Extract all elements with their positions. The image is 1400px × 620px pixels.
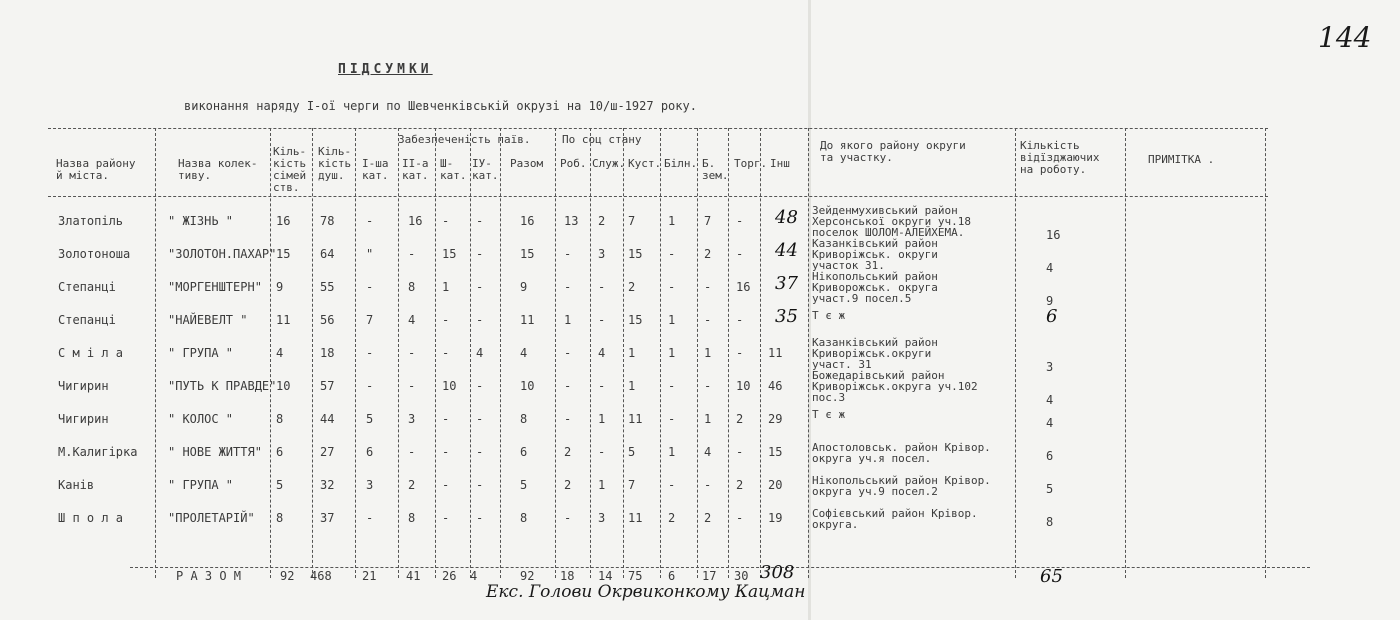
- cell-collective: " ГРУПА ": [168, 346, 234, 360]
- table-column-rule-6: [470, 128, 471, 578]
- cell-c1: -: [366, 280, 374, 294]
- header-people: Інш: [770, 157, 790, 170]
- cell-district: М.Калигірка: [58, 445, 138, 459]
- header-workers: Кількість відїзджаючих на роботу.: [1020, 139, 1100, 176]
- header-souls: Кіль- кість душ.: [318, 145, 352, 182]
- cell-c1: -: [366, 214, 374, 228]
- cell-c1: ": [366, 247, 374, 261]
- total-label: Р А З О М: [176, 569, 242, 583]
- total-sl: 14: [598, 569, 613, 583]
- cell-c2: -: [408, 379, 416, 393]
- cell-families: 4: [276, 346, 284, 360]
- cell-bz: 4: [704, 445, 712, 459]
- header-note: ПРИМІТКА .: [1148, 153, 1215, 166]
- table-rule-2: [130, 567, 1310, 568]
- cell-bi: -: [668, 412, 676, 426]
- cell-c3: -: [442, 346, 450, 360]
- cell-ku: 1: [628, 379, 636, 393]
- cell-souls: 27: [320, 445, 335, 459]
- cell-ku: 5: [628, 445, 636, 459]
- cell-c1: 7: [366, 313, 374, 327]
- cell-people: 44: [775, 240, 798, 261]
- cell-total: 10: [520, 379, 535, 393]
- cell-collective: "ПРОЛЕТАРІЙ": [168, 511, 255, 525]
- cell-ku: 11: [628, 511, 643, 525]
- cell-ku: 11: [628, 412, 643, 426]
- cell-rob: -: [564, 511, 572, 525]
- cell-sl: 4: [598, 346, 606, 360]
- cell-people: 19: [768, 511, 783, 525]
- table-column-rule-8: [555, 128, 556, 578]
- cell-workers: 8: [1046, 515, 1054, 529]
- table-column-rule-2: [312, 128, 313, 578]
- cell-c2: 8: [408, 280, 416, 294]
- header-total: Разом: [510, 157, 544, 170]
- table-column-rule-13: [728, 128, 729, 578]
- cell-to: 2: [736, 412, 744, 426]
- cell-collective: "НАЙЕВЕЛТ ": [168, 313, 248, 327]
- header-status-5: Торг.: [734, 157, 768, 170]
- cell-destination: Божедарівський район Криворіжськ.округа уч.102 пос.3: [812, 369, 978, 404]
- cell-c1: 5: [366, 412, 374, 426]
- cell-to: 16: [736, 280, 751, 294]
- cell-souls: 78: [320, 214, 335, 228]
- cell-bz: 1: [704, 346, 712, 360]
- table-column-rule-0: [155, 128, 156, 578]
- cell-rob: 13: [564, 214, 579, 228]
- cell-families: 8: [276, 412, 284, 426]
- cell-people: 37: [775, 273, 798, 294]
- cell-families: 15: [276, 247, 291, 261]
- cell-destination: Т є ж: [812, 309, 846, 322]
- cell-rob: -: [564, 379, 572, 393]
- cell-district: С м і л а: [58, 346, 124, 360]
- signature: Екс. Голови Окрвиконкому Кацман: [486, 582, 806, 602]
- total-ku: 75: [628, 569, 643, 583]
- cell-c3: 1: [442, 280, 450, 294]
- cell-ku: 7: [628, 214, 636, 228]
- cell-workers: 4: [1046, 416, 1054, 430]
- cell-bi: 2: [668, 511, 676, 525]
- total-total: 92: [520, 569, 535, 583]
- table-column-rule-10: [623, 128, 624, 578]
- cell-c3: -: [442, 313, 450, 327]
- cell-bz: 2: [704, 511, 712, 525]
- cell-district: Ш п о л а: [58, 511, 124, 525]
- document-subtitle: виконання наряду І-ої черги по Шевченківській окрузі на 10/ш-1927 року.: [184, 99, 697, 113]
- cell-sl: -: [598, 445, 606, 459]
- cell-c4: -: [476, 412, 484, 426]
- cell-sl: -: [598, 313, 606, 327]
- cell-c1: -: [366, 511, 374, 525]
- cell-sl: 3: [598, 511, 606, 525]
- table-column-rule-15: [808, 128, 809, 578]
- cell-c1: -: [366, 379, 374, 393]
- table-rule-0: [48, 128, 1268, 129]
- cell-destination: Нікопольський район Криворожськ. округа участ.9 посел.5: [812, 270, 938, 305]
- total-c2: 41: [406, 569, 421, 583]
- cell-people: 35: [775, 306, 798, 327]
- cell-people: 48: [775, 207, 798, 228]
- cell-people: 20: [768, 478, 783, 492]
- cell-bi: -: [668, 247, 676, 261]
- table-column-rule-4: [398, 128, 399, 578]
- cell-c2: 3: [408, 412, 416, 426]
- cell-ku: 15: [628, 247, 643, 261]
- cell-sl: 1: [598, 478, 606, 492]
- cell-families: 16: [276, 214, 291, 228]
- cell-district: Канів: [58, 478, 95, 492]
- header-status-group: По соц стану: [562, 133, 642, 146]
- cell-total: 16: [520, 214, 535, 228]
- cell-total: 6: [520, 445, 528, 459]
- cell-total: 4: [520, 346, 528, 360]
- cell-sl: -: [598, 379, 606, 393]
- cell-c4: -: [476, 379, 484, 393]
- cell-ku: 2: [628, 280, 636, 294]
- cell-c4: -: [476, 445, 484, 459]
- cell-to: -: [736, 511, 744, 525]
- cell-total: 15: [520, 247, 535, 261]
- cell-workers: 6: [1046, 306, 1058, 327]
- cell-rob: -: [564, 247, 572, 261]
- cell-destination: Нікопольський район Крівор. округа уч.9 посел.2: [812, 474, 991, 498]
- total-rob: 18: [560, 569, 575, 583]
- cell-destination: Зейденмухивський район Херсонської округи уч.18 поселок ШОЛОМ-АЛЕЙХЕМА.: [812, 204, 971, 239]
- cell-c4: -: [476, 313, 484, 327]
- header-district: Назва району й міста.: [56, 157, 136, 182]
- cell-bz: 2: [704, 247, 712, 261]
- cell-rob: 2: [564, 445, 572, 459]
- cell-c3: -: [442, 511, 450, 525]
- table-column-rule-3: [355, 128, 356, 578]
- cell-to: 2: [736, 478, 744, 492]
- cell-c1: 3: [366, 478, 374, 492]
- cell-collective: " НОВЕ ЖИТТЯ": [168, 445, 262, 459]
- cell-workers: 16: [1046, 228, 1061, 242]
- cell-to: -: [736, 247, 744, 261]
- cell-c2: -: [408, 445, 416, 459]
- table-column-rule-9: [590, 128, 591, 578]
- document-title: ПІДСУМКИ: [338, 62, 433, 77]
- cell-destination: Софієвський район Крівор. округа.: [812, 507, 978, 531]
- cell-ku: 7: [628, 478, 636, 492]
- cell-c4: -: [476, 214, 484, 228]
- header-status-3: Білн.: [664, 157, 698, 170]
- cell-people: 46: [768, 379, 783, 393]
- cell-rob: 2: [564, 478, 572, 492]
- cell-c2: 2: [408, 478, 416, 492]
- total-to: 30: [734, 569, 749, 583]
- cell-c4: -: [476, 247, 484, 261]
- cell-collective: " КОЛОС ": [168, 412, 234, 426]
- cell-people: 11: [768, 346, 783, 360]
- cell-souls: 18: [320, 346, 335, 360]
- table-column-rule-16: [1015, 128, 1016, 578]
- cell-collective: "ЗОЛОТОН.ПАХАР": [168, 247, 277, 261]
- cell-bi: 1: [668, 313, 676, 327]
- cell-to: -: [736, 445, 744, 459]
- total-bi: 6: [668, 569, 676, 583]
- header-land-cat-3: Ш- кат.: [440, 157, 467, 182]
- cell-bi: -: [668, 280, 676, 294]
- total-bz: 17: [702, 569, 717, 583]
- cell-district: Степанці: [58, 280, 116, 294]
- cell-workers: 3: [1046, 360, 1054, 374]
- cell-district: Чигирин: [58, 412, 109, 426]
- cell-rob: -: [564, 346, 572, 360]
- cell-families: 11: [276, 313, 291, 327]
- cell-destination: Казанківський район Криворіжськ.округи участ. 31: [812, 336, 938, 371]
- cell-collective: "МОРГЕНШТЕРН": [168, 280, 262, 294]
- cell-souls: 32: [320, 478, 335, 492]
- cell-c3: 10: [442, 379, 457, 393]
- cell-c1: -: [366, 346, 374, 360]
- cell-workers: 4: [1046, 393, 1054, 407]
- cell-sl: -: [598, 280, 606, 294]
- cell-c2: -: [408, 247, 416, 261]
- cell-families: 9: [276, 280, 284, 294]
- cell-c3: 15: [442, 247, 457, 261]
- cell-c2: 4: [408, 313, 416, 327]
- cell-bi: -: [668, 379, 676, 393]
- cell-souls: 37: [320, 511, 335, 525]
- cell-bz: -: [704, 379, 712, 393]
- cell-bi: 1: [668, 445, 676, 459]
- cell-people: 15: [768, 445, 783, 459]
- table-column-rule-1: [270, 128, 271, 578]
- cell-c1: 6: [366, 445, 374, 459]
- cell-district: Золотоноша: [58, 247, 131, 261]
- cell-to: 10: [736, 379, 751, 393]
- cell-bz: 7: [704, 214, 712, 228]
- cell-c3: -: [442, 214, 450, 228]
- total-people: 308: [760, 562, 795, 583]
- cell-district: Чигирин: [58, 379, 109, 393]
- cell-ku: 15: [628, 313, 643, 327]
- cell-souls: 56: [320, 313, 335, 327]
- cell-total: 8: [520, 511, 528, 525]
- cell-c2: 8: [408, 511, 416, 525]
- cell-rob: 1: [564, 313, 572, 327]
- cell-workers: 5: [1046, 482, 1054, 496]
- cell-collective: " ЖІЗНЬ ": [168, 214, 234, 228]
- cell-souls: 44: [320, 412, 335, 426]
- cell-district: Степанці: [58, 313, 116, 327]
- total-workers: 65: [1040, 566, 1063, 587]
- cell-sl: 2: [598, 214, 606, 228]
- cell-c2: -: [408, 346, 416, 360]
- cell-workers: 6: [1046, 449, 1054, 463]
- cell-bi: 1: [668, 346, 676, 360]
- cell-c3: -: [442, 412, 450, 426]
- total-c3: 26: [442, 569, 457, 583]
- cell-souls: 55: [320, 280, 335, 294]
- cell-people: 29: [768, 412, 783, 426]
- total-c1: 21: [362, 569, 377, 583]
- cell-families: 8: [276, 511, 284, 525]
- table-column-rule-5: [435, 128, 436, 578]
- table-column-rule-11: [660, 128, 661, 578]
- cell-souls: 64: [320, 247, 335, 261]
- cell-bz: -: [704, 280, 712, 294]
- table-column-rule-17: [1125, 128, 1126, 578]
- cell-c4: -: [476, 478, 484, 492]
- cell-bz: -: [704, 478, 712, 492]
- cell-sl: 3: [598, 247, 606, 261]
- cell-destination: Апостоловськ. район Крівор. округа уч.я посел.: [812, 441, 991, 465]
- cell-families: 5: [276, 478, 284, 492]
- cell-workers: 4: [1046, 261, 1054, 275]
- cell-collective: "ПУТЬ К ПРАВДЕ": [168, 379, 277, 393]
- header-land-cat-4: ІУ- кат.: [472, 157, 499, 182]
- table-column-rule-14: [760, 128, 761, 578]
- cell-rob: -: [564, 412, 572, 426]
- header-status-0: Роб.: [560, 157, 587, 170]
- cell-to: -: [736, 214, 744, 228]
- cell-families: 10: [276, 379, 291, 393]
- cell-c3: -: [442, 445, 450, 459]
- cell-destination: Т є ж: [812, 408, 846, 421]
- total-families: 92: [280, 569, 295, 583]
- cell-sl: 1: [598, 412, 606, 426]
- cell-bi: 1: [668, 214, 676, 228]
- cell-souls: 57: [320, 379, 335, 393]
- header-land-cat-1: І-ша кат.: [362, 157, 389, 182]
- table-column-rule-7: [500, 128, 501, 578]
- cell-c4: 4: [476, 346, 484, 360]
- cell-bz: -: [704, 313, 712, 327]
- cell-total: 5: [520, 478, 528, 492]
- cell-destination: Казанківський район Криворіжськ. округи участок 31.: [812, 237, 938, 272]
- cell-to: -: [736, 313, 744, 327]
- cell-c2: 16: [408, 214, 423, 228]
- cell-district: Златопіль: [58, 214, 124, 228]
- header-status-1: Служ.: [592, 157, 626, 170]
- cell-c3: -: [442, 478, 450, 492]
- header-land-group: Забезпеченість паїв.: [398, 133, 531, 146]
- header-destination: До якого району округи та участку.: [820, 139, 966, 164]
- header-land-cat-2: ІІ-а кат.: [402, 157, 429, 182]
- page-number: 144: [1318, 21, 1372, 54]
- header-families: Кіль- кість сімей ств.: [273, 145, 307, 194]
- cell-c4: -: [476, 511, 484, 525]
- cell-total: 8: [520, 412, 528, 426]
- cell-bi: -: [668, 478, 676, 492]
- cell-bz: 1: [704, 412, 712, 426]
- header-status-4: Б. зем.: [702, 157, 729, 182]
- table-column-rule-12: [697, 128, 698, 578]
- cell-workers: 9: [1046, 294, 1054, 308]
- table-column-rule-18: [1265, 128, 1266, 578]
- cell-families: 6: [276, 445, 284, 459]
- cell-total: 11: [520, 313, 535, 327]
- cell-rob: -: [564, 280, 572, 294]
- total-c4: 4: [470, 569, 478, 583]
- cell-total: 9: [520, 280, 528, 294]
- cell-c4: -: [476, 280, 484, 294]
- cell-to: -: [736, 346, 744, 360]
- header-status-2: Куст.: [628, 157, 662, 170]
- cell-collective: " ГРУПА ": [168, 478, 234, 492]
- header-collective: Назва колек- тиву.: [178, 157, 258, 182]
- cell-ku: 1: [628, 346, 636, 360]
- total-souls: 468: [310, 569, 332, 583]
- table-rule-1: [48, 196, 1268, 197]
